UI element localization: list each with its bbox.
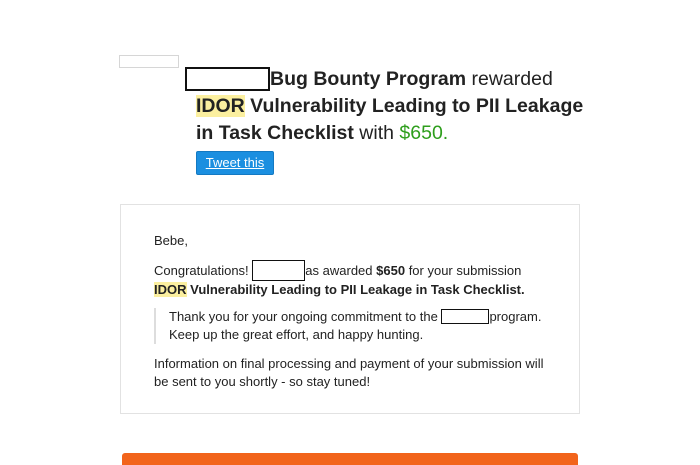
redacted-program-name — [441, 309, 489, 324]
headline — [185, 66, 585, 147]
info-paragraph — [154, 355, 554, 391]
congrats-suffix: for your submission — [408, 263, 522, 278]
congratulations-paragraph — [154, 260, 554, 299]
orange-action-bar[interactable] — [122, 453, 578, 465]
headline-line-1 — [185, 66, 585, 93]
headline-line-3 — [185, 120, 585, 147]
redacted-company-name — [185, 67, 270, 91]
award-message-card — [120, 204, 580, 414]
award-amount: $650 — [376, 263, 406, 278]
quote-suffix: program. — [489, 309, 542, 324]
headline-with: with — [359, 122, 394, 144]
congrats-mid: as awarded — [305, 263, 373, 278]
redacted-company-name-inline — [252, 260, 305, 281]
congrats-prefix: Congratulations! — [154, 263, 249, 278]
thank-you-quote — [154, 308, 559, 344]
vuln-title-line-2: in Task Checklist — [196, 122, 354, 144]
reward-amount: $650. — [399, 122, 449, 144]
headline-verb: rewarded — [471, 68, 553, 90]
greeting: Bebe, — [154, 233, 188, 248]
info-line-1: Information on final processing and payment of your submission will — [154, 356, 544, 371]
vuln-title-email: Vulnerability Leading to PII Leakage in Task Checklist. — [190, 282, 525, 297]
vuln-prefix-highlight-email: IDOR — [154, 282, 187, 297]
vuln-prefix-highlight: IDOR — [196, 95, 245, 117]
program-logo-placeholder — [119, 55, 179, 68]
tweet-this-button[interactable]: Tweet this — [196, 151, 274, 175]
quote-line-1 — [169, 308, 559, 326]
congrats-line-2 — [154, 281, 554, 299]
headline-line-2 — [185, 93, 585, 120]
quote-prefix: Thank you for your ongoing commitment to the — [169, 309, 438, 324]
vuln-title-line-1: Vulnerability Leading to PII Leakage — [250, 95, 584, 117]
program-name: Bug Bounty Program — [270, 68, 467, 90]
quote-line-2: Keep up the great effort, and happy hunting. — [169, 327, 424, 342]
info-line-2: be sent to you shortly - so stay tuned! — [154, 374, 371, 389]
congrats-line-1 — [154, 260, 554, 281]
